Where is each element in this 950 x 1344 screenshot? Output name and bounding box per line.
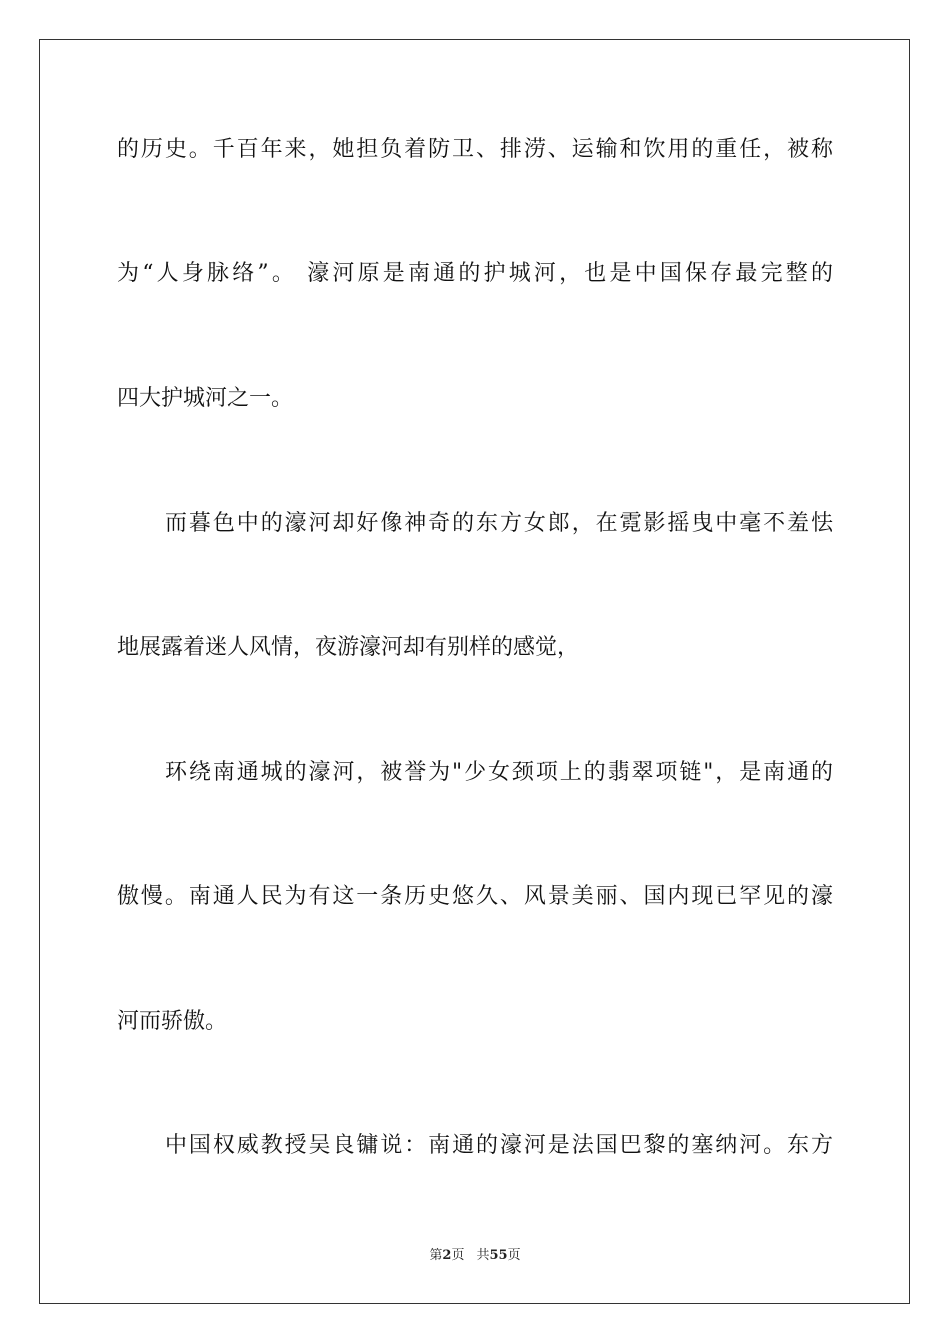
paragraph-3-line-3: 河而骄傲。 — [117, 1009, 228, 1034]
text-line-1: 的历史。千百年来，她担负着防卫、排涝、运输和饮用的重任，被称 — [117, 137, 833, 162]
total-pages: 55 — [489, 1248, 508, 1263]
page-number: 2 — [442, 1248, 452, 1263]
paragraph-2-line-1: 而暮色中的濠河却好像神奇的东方女郎，在霓影摇曳中毫不羞怯 — [165, 511, 833, 536]
page-border — [39, 39, 910, 1304]
paragraph-3-line-2: 傲慢。南通人民为有这一条历史悠久、风景美丽、国内现已罕见的濠 — [117, 884, 833, 909]
text-line-2: 为“人身脉络”。 濠河原是南通的护城河，也是中国保存最完整的 — [117, 261, 833, 286]
page-footer — [0, 1247, 950, 1265]
paragraph-2-line-2: 地展露着迷人风情，夜游濠河却有别样的感觉， — [117, 635, 580, 660]
total-suffix: 页 — [507, 1248, 521, 1263]
paragraph-3-line-1: 环绕南通城的濠河，被誉为"少女颈项上的翡翠项链"，是南通的 — [165, 760, 833, 785]
total-prefix: 共 — [476, 1248, 490, 1263]
text-line-3: 四大护城河之一。 — [117, 386, 294, 411]
page-prefix: 第 — [429, 1248, 443, 1263]
page-suffix: 页 — [451, 1248, 465, 1263]
paragraph-4-line-1: 中国权威教授吴良镛说：南通的濠河是法国巴黎的塞纳河。东方 — [165, 1133, 833, 1158]
